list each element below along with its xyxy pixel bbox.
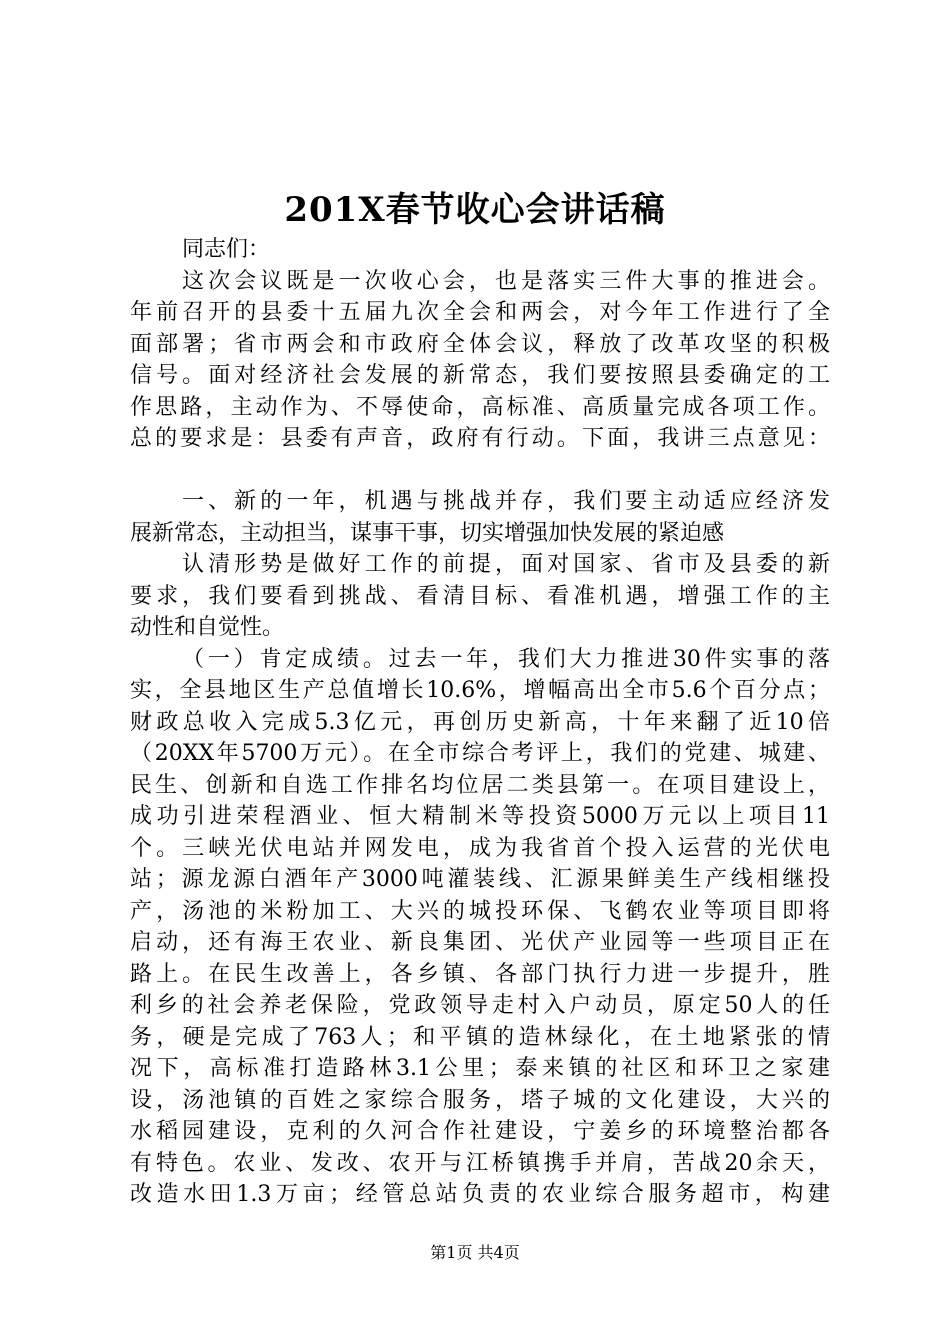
text-line: 有特色。农业、发改、农开与江桥镇携手并肩，苦战20余天， bbox=[130, 1150, 830, 1176]
text-line: 认清形势是做好工作的前提，面对国家、省市及县委的新 bbox=[182, 552, 830, 577]
text-line: 产，汤池的米粉加工、大兴的城投环保、飞鹤农业等项目即将 bbox=[130, 898, 830, 924]
text-line: 一、新的一年，机遇与挑战并存，我们要主动适应经济发 bbox=[182, 489, 830, 514]
text-line: 站；源龙源白酒年产3000吨灌装线、汇源果鲜美生产线相继投 bbox=[130, 867, 830, 892]
text-line: 作思路，主动作为、不辱使命，高标准、高质量完成各项工作。 bbox=[130, 394, 830, 420]
text-line: 况下，高标准打造路林3.1公里；泰来镇的社区和环卫之家建 bbox=[130, 1056, 830, 1081]
text-line: 同志们： bbox=[182, 237, 271, 262]
text-line: 民生、创新和自选工作排名均位居二类县第一。在项目建设上， bbox=[130, 772, 830, 798]
text-line: 成功引进荣程酒业、恒大精制米等投资5000万元以上项目11 bbox=[130, 804, 830, 829]
document-title: 201X春节收心会讲话稿 bbox=[284, 190, 666, 230]
text-line: 改造水田1.3万亩；经管总站负责的农业综合服务超市，构建 bbox=[130, 1182, 830, 1207]
text-line: 路上。在民生改善上，各乡镇、各部门执行力进一步提升，胜 bbox=[130, 961, 830, 987]
text-line: 要求，我们要看到挑战、看清目标、看准机遇，增强工作的主 bbox=[130, 583, 830, 609]
text-line: 实，全县地区生产总值增长10.6%，增幅高出全市5.6个百分点； bbox=[130, 678, 830, 703]
text-line: 财政总收入完成5.3亿元，再创历史新高，十年来翻了近10倍 bbox=[130, 709, 830, 735]
text-line: 务，硬是完成了763人；和平镇的造林绿化，在土地紧张的情 bbox=[130, 1024, 830, 1050]
text-line: 展新常态，主动担当，谋事干事，切实增强加快发展的紧迫感 bbox=[130, 520, 725, 546]
blank-line bbox=[130, 455, 830, 487]
text-line: 信号。面对经济社会发展的新常态，我们要按照县委确定的工 bbox=[130, 363, 830, 388]
document-body bbox=[130, 234, 830, 1211]
text-line: 设，汤池镇的百姓之家综合服务，塔子城的文化建设，大兴的 bbox=[130, 1087, 830, 1113]
text-line: 这次会议既是一次收心会，也是落实三件大事的推进会。 bbox=[182, 268, 830, 294]
page-footer: 第1页 共4页 bbox=[430, 1243, 520, 1262]
text-line: 动性和自觉性。 bbox=[130, 615, 285, 640]
text-line: 水稻园建设，克利的久河合作社建设，宁姜乡的环境整治都各 bbox=[130, 1119, 830, 1144]
text-line: 个。三峡光伏电站并网发电，成为我省首个投入运营的光伏电 bbox=[130, 835, 830, 861]
text-line: 总的要求是：县委有声音，政府有行动。下面，我讲三点意见： bbox=[130, 426, 830, 451]
text-line: （20XX年5700万元）。在全市综合考评上，我们的党建、城建、 bbox=[130, 741, 830, 766]
text-line: （一）肯定成绩。过去一年，我们大力推进30件实事的落 bbox=[182, 646, 830, 672]
text-line: 年前召开的县委十五届九次全会和两会，对今年工作进行了全 bbox=[130, 300, 830, 325]
text-line: 启动，还有海王农业、新良集团、光伏产业园等一些项目正在 bbox=[130, 930, 830, 955]
text-line: 面部署；省市两会和市政府全体会议，释放了改革攻坚的积极 bbox=[130, 331, 830, 357]
text-line: 利乡的社会养老保险，党政领导走村入户动员，原定50人的任 bbox=[130, 993, 830, 1018]
